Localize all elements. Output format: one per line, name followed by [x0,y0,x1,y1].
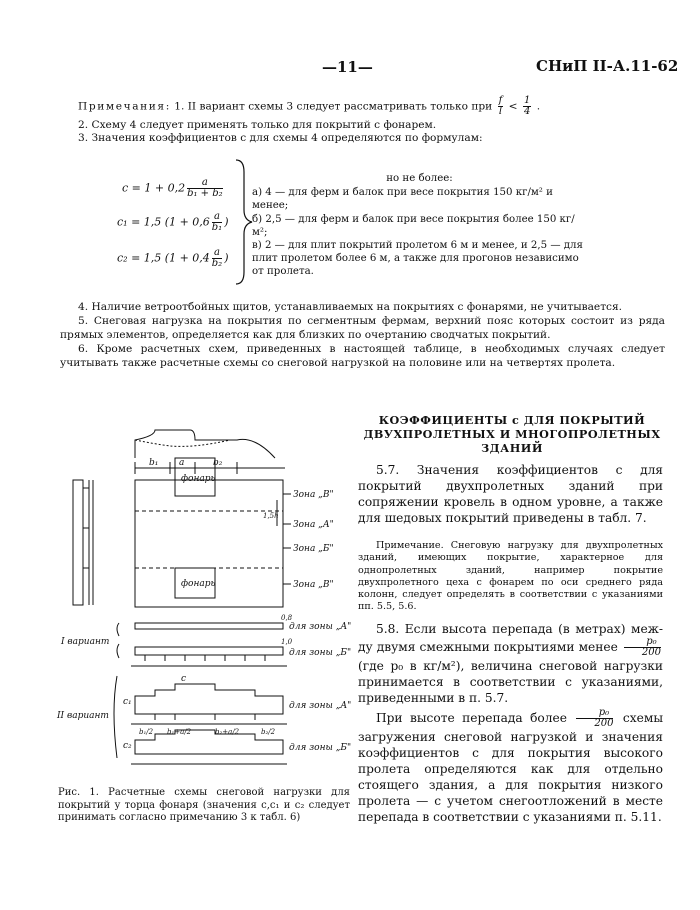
value-1-0: 1,0 [281,638,293,646]
formula-c1: c₁ = 1,5 (1 + 0,6 $\frac{a}{\text{b₁}}$ ) [117,211,229,233]
for-zone-b: для зоны „Б" [289,648,352,658]
figure-caption: Рис. 1. Расчетные схемы снеговой нагрузки для покрытий у торца фонаря (значения c,c₁ и c₂ следует принимать согласно примечанию 3 к табл. 6) [58,787,350,823]
label-b1-half: b₁/2 [139,728,154,736]
for-zone-b-variant2: для зоны „Б" [289,743,352,753]
zone-v-bottom: Зона „В" [293,580,334,590]
label-c: c [181,674,187,684]
notes-label: Примечания: [78,100,171,113]
zone-v-top: Зона „В" [293,490,334,500]
label-b2-half: b₂/2 [261,728,276,736]
label-c2: c₂ [123,741,132,751]
zone-a: Зона „А" [293,520,334,530]
condition-c: в) 2 — для плит покрытий пролетом 6 м и менее, и 2,5 — для плит пролетом более 6 м, а также для прогонов независимо от пролета. [252,240,583,278]
condition-b: б) 2,5 — для ферм и балок при весе покрытия более 150 кг/м²; [252,213,575,238]
variant-1-label: I вариант [61,637,110,647]
dim-1-5h: 1,5h [263,512,279,520]
for-zone-a: для зоны „А" [289,622,352,632]
label-b2: b₂ [213,458,223,468]
label-b1: b₁ [149,458,159,468]
paragraph-5-7: 5.7. Значения коэффициентов c для покрытий двухпролетных зданий при сопряжении кровель в одном уровне, а также для шедовых покрытий приведены в табл. 7. [358,463,663,525]
value-0-8: 0,8 [281,614,293,622]
zone-b: Зона „Б" [293,544,334,554]
lantern-top-label: фонарь [181,474,216,484]
less-than-sign: < [508,100,518,113]
document-code: СНиП II-А.11-62 [536,57,679,75]
fraction-p0-over-200: $\frac{\text{p₀}}{200}$ [624,637,661,658]
note-1: Примечания: 1. II вариант схемы 3 следует рассматривать только при $\frac{f}{l}$ < $\frac{1}{4}$ . [78,95,541,117]
note-6: 6. Кроме расчетных схем, приведенных в настоящей таблице, в необходимых случаях следует учитывать также расчетные схемы со снеговой нагрузкой на половине или на четвертях пролета. [60,343,665,369]
note-5: 5. Снеговая нагрузка на покрытия по сегментным фермам, верхний пояс которых состоит из ряда прямых элементов, определяется как для близких по очертанию сводчатых покрытий. [60,315,665,341]
for-zone-a-variant2: для зоны „А" [289,701,352,711]
snow-load-figure [55,418,355,784]
fraction-f-over-l: $\frac{f}{l}$ [498,95,503,117]
note-4: 4. Наличие ветроотбойных щитов, устанавливаемых на покрытиях с фонарями, не учитывается. [78,301,623,313]
fraction-one-quarter: $\frac{1}{4}$ [523,95,531,117]
paragraph-5-8-cont: При высоте перепада более $\frac{\text{p₀}}{200}$ схемы загружения снеговой нагрузкой и значения коэффициентов c для покрытия высокого пролета определяются как для отдельно стоящего здания, а для покрытия низкого пролета — с учетом снегоотложений в месте перепада в соответствии с указаниями п. 5.11. [358,707,664,824]
lantern-bottom-label: фонарь [181,579,216,589]
coefficient-conditions [252,172,587,279]
note-3: 3. Значения коэффициентов c для схемы 4 определяются по формулам: [78,132,483,144]
formula-c: c = 1 + 0,2 $\frac{a}{\text{b₁ + b₂}}$ [122,177,223,199]
section-heading: КОЭФФИЦИЕНТЫ c ДЛЯ ПОКРЫТИЙ ДВУХПРОЛЕТНЫХ И МНОГОПРОЛЕТНЫХ ЗДАНИЙ [363,413,661,455]
conditions-intro: но не более: [386,173,453,184]
note-1-text: 1. II вариант схемы 3 следует рассматривать только при [174,100,493,113]
variant-2-label: II вариант [57,711,109,721]
label-c1: c₁ [123,697,132,707]
page-number: —11— [322,58,373,76]
fraction-p0-over-200-b: $\frac{\text{p₀}}{200}$ [576,708,613,729]
condition-a: а) 4 — для ферм и балок при весе покрытия 150 кг/м² и менее; [252,187,553,212]
formula-c2: c₂ = 1,5 (1 + 0,4 $\frac{a}{\text{b₂}}$ ) [117,247,229,269]
label-b2-plus-a-half: b₂+a/2 [215,728,240,736]
note-5-7: Примечание. Снеговую нагрузку для двухпролетных зданий, имеющих покрытие, характерное для однопролетных зданий, например покрытие двухпролетного цеха с фонарем по оси среднего ряда колонн, следует определять в соответствии с указаниями пп. 5.5, 5.6. [358,540,663,613]
label-b1-plus-a-half: b₁+a/2 [167,728,192,736]
note-2: 2. Схему 4 следует применять только для покрытий с фонарем. [78,119,437,131]
label-a: a [179,458,185,468]
paragraph-5-8: 5.8. Если высота перепада (в метрах) между двумя смежными покрытиями менее $\frac{\text{p₀}}{200}$ (где p₀ в кг/м²), величина снеговой нагрузки принимается в соответствии с указаниями, приведенными в п. 5.7. [358,622,663,705]
